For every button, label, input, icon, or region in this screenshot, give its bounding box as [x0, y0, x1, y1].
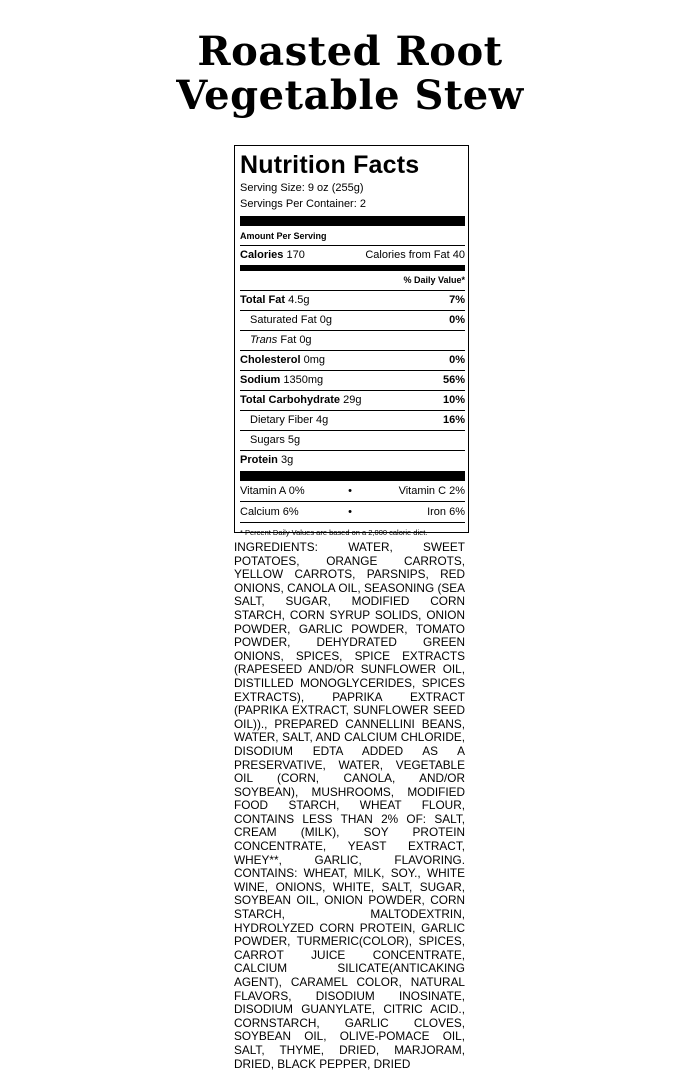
vitamin-c: Vitamin C 2% — [398, 485, 465, 497]
nutrition-facts-heading: Nutrition Facts — [240, 151, 420, 179]
protein-amount: 3g — [280, 454, 294, 466]
sugars-row — [240, 431, 465, 451]
thick-divider — [240, 216, 465, 226]
saturated-fat-label: Saturated Fat 0g — [250, 314, 332, 326]
calories-row — [240, 246, 465, 266]
sodium-dv: 56% — [442, 374, 465, 386]
cholesterol-dv: 0% — [449, 354, 465, 366]
serving-size: Serving Size: 9 oz (255g) — [240, 182, 364, 194]
nutrition-facts-panel — [234, 145, 469, 537]
bullet-icon: • — [348, 506, 352, 518]
calories-label: Calories — [240, 249, 284, 261]
sodium-amount: 1350mg — [283, 374, 324, 386]
dietary-fiber-row — [240, 411, 465, 431]
daily-value-footnote: * Percent Daily Values are based on a 2,000 calorie diet. — [240, 528, 428, 537]
sodium-row — [240, 371, 465, 391]
cholesterol-amount: 0mg — [303, 354, 325, 366]
ingredients-text: INGREDIENTS: WATER, SWEET POTATOES, ORANGE CARROTS, YELLOW CARROTS, PARSNIPS, RED ONIONS, CANOLA OIL, SEASONING (SEA SALT, SUGAR, MODIFIED CORN STARCH, CORN SYRUP SOLIDS, ONION POWDER, GARLIC POWDER, TOMATO POWDER, DEHYDRATED GREEN ONIONS, SPICES, SPICE EXTRACTS (RAPESEED AND/OR SUNFLOWER OIL, DISTILLED MONOGLYCERIDES, SPICES EXTRACTS), PAPRIKA EXTRACT (PAPRIKA EXTRACT, SUNFLOWER SEED OIL))., PREPARED CANNELLINI BEANS, WATER, SALT, AND CALCIUM CHLORIDE, DISODIUM EDTA ADDED AS A PRESERVATIVE, WATER, VEGETABLE OIL (CORN, CANOLA, AND/OR SOYBEAN), MUSHROOMS, MODIFIED FOOD STARCH, WHEAT FLOUR, CONTAINS LESS THAN 2% OF: SALT, CREAM (MILK), SOY PROTEIN CONCENTRATE, YEAST EXTRACT, WHEY**, GARLIC, FLAVORING. CONTAINS: WHEAT, MILK, SOY., WHITE WINE, ONIONS, WHITE, SALT, SUGAR, SOYBEAN OIL, ONION POWDER, CORN STARCH, MALTODEXTRIN, HYDROLYZED CORN PROTEIN, GARLIC POWDER, TURMERIC(COLOR), SPICES, CARROT JUICE CONCENTRATE, CALCIUM SILICATE(ANTICAKING AGENT), CARAMEL COLOR, NATURAL FLAVORS, DISODIUM INOSINATE, DISODIUM GUANYLATE, CITRIC ACID., CORNSTARCH, GARLIC CLOVES, SOYBEAN OIL, OLIVE-POMACE OIL, SALT, THYME, DRIED, MARJORAM, DRIED, BLACK PEPPER, DRIED — [234, 540, 465, 1071]
total-carb-dv: 10% — [442, 394, 465, 406]
amount-per-serving: Amount Per Serving — [240, 231, 327, 241]
product-title-line2: Vegetable Stew — [176, 72, 524, 119]
product-title — [0, 30, 700, 118]
sodium-label: Sodium — [240, 374, 281, 386]
dietary-fiber-label: Dietary Fiber 4g — [250, 414, 329, 426]
sugars-label: Sugars 5g — [250, 434, 301, 446]
calcium: Calcium 6% — [240, 506, 299, 518]
saturated-fat-row — [240, 311, 465, 331]
bullet-icon: • — [348, 485, 352, 497]
daily-value-label: % Daily Value* — [403, 275, 465, 285]
vitamin-row-1 — [240, 481, 465, 502]
product-title-line1: Roasted Root — [197, 28, 503, 75]
protein-label: Protein — [240, 454, 278, 466]
cholesterol-row — [240, 351, 465, 371]
daily-value-header — [240, 271, 465, 291]
protein-row — [240, 451, 465, 470]
total-fat-label: Total Fat — [240, 294, 286, 306]
total-fat-amount: 4.5g — [288, 294, 310, 306]
total-carb-label: Total Carbohydrate — [240, 394, 341, 406]
dietary-fiber-dv: 16% — [442, 414, 465, 426]
saturated-fat-dv: 0% — [449, 314, 465, 326]
trans-fat-row — [240, 331, 465, 351]
thick-divider-2 — [240, 471, 465, 481]
servings-per-container: Servings Per Container: 2 — [240, 198, 366, 210]
iron: Iron 6% — [427, 506, 465, 518]
total-fat-row — [240, 291, 465, 311]
trans-fat-rest: Fat 0g — [277, 334, 312, 346]
trans-label: Trans — [250, 334, 278, 346]
vitamin-a: Vitamin A 0% — [240, 485, 305, 497]
calories-value: 170 — [286, 249, 305, 261]
calories-from-fat: Calories from Fat 40 — [365, 249, 465, 261]
total-carb-row — [240, 391, 465, 411]
amount-per-serving-row — [240, 228, 465, 246]
cholesterol-label: Cholesterol — [240, 354, 301, 366]
total-fat-dv: 7% — [449, 294, 465, 306]
vitamin-row-2 — [240, 502, 465, 523]
total-carb-amount: 29g — [343, 394, 362, 406]
